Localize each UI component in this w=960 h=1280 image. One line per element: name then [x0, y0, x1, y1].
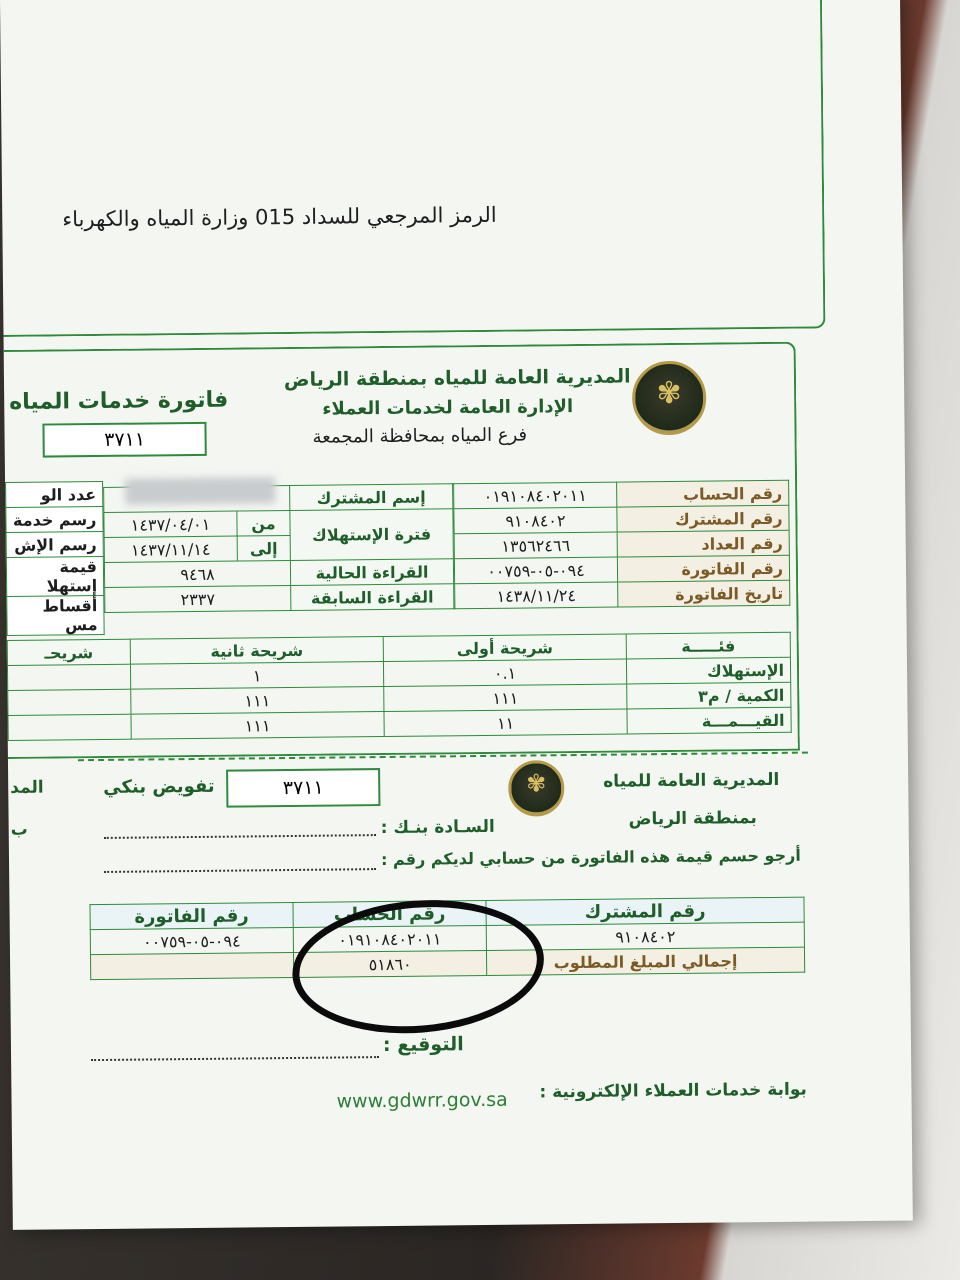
period-to-label: إلى: [237, 535, 290, 561]
bill-code: ٣٧١١: [42, 422, 206, 458]
period-from-label: من: [237, 510, 290, 536]
subscriber-label: رقم المشترك: [617, 505, 789, 532]
empty-cell: [91, 952, 294, 979]
signature-label: التوقيع :: [382, 1033, 464, 1057]
table-row: [454, 505, 789, 534]
table-row: [454, 530, 789, 559]
amount-label: القيـــمـــة: [627, 707, 791, 734]
org-department: الإدارة العامة لخدمات العملاء: [322, 396, 574, 420]
tier-category-header: فئـــــة: [626, 632, 790, 659]
total-amount-label: إجمالي المبلغ المطلوب: [486, 947, 804, 975]
invoice-date-label: تاريخ الفاتورة: [618, 580, 790, 607]
tier-third-header: شريحـ: [7, 639, 130, 665]
fee-label: رسم الإش: [6, 531, 103, 557]
tier-first-consumption: ٠.١: [383, 659, 626, 687]
next-section-fragment: المد: [10, 777, 44, 798]
bank-org-name: المديرية العامة للمياه: [603, 769, 780, 792]
period-from-date: ١٤٣٧/٠٤/٠١: [104, 511, 237, 537]
saudi-emblem-icon: ✾: [632, 361, 707, 436]
table-row: [6, 481, 103, 507]
period-label: فترة الإستهلاك: [290, 509, 454, 561]
bank-org-region: بمنطقة الرياض: [628, 808, 757, 830]
fee-label: قيمة إستهلا: [6, 556, 103, 596]
account-table: [453, 480, 790, 610]
fee-label: رسم خدمة: [6, 506, 103, 532]
subscriber-number: ٩١٠٨٤٠٢: [454, 507, 617, 534]
bank-name-label: السـادة بنـك :: [380, 816, 495, 839]
account-label: رقم الحساب: [617, 480, 789, 507]
tier-second-header: شريحة ثانية: [130, 637, 383, 665]
previous-reading: ٢٣٣٧: [105, 585, 291, 612]
saudi-emblem-icon: ✾: [508, 760, 565, 817]
table-row: [104, 559, 453, 588]
tier-second-consumption: ١: [130, 662, 383, 690]
next-section-fragment: ب: [10, 819, 28, 840]
table-row: [6, 506, 103, 532]
table-row: [6, 531, 103, 557]
table-row: [105, 584, 454, 613]
account-number-header: رقم الحساب: [293, 900, 486, 927]
tier-first-header: شريحة أولى: [383, 634, 626, 662]
fees-table: [5, 481, 105, 636]
tier-first-amount: ١١: [384, 709, 627, 737]
invoice-number: ٠٩٤-٠٥-٠٠٧٥٩: [454, 557, 617, 584]
table-row: [7, 595, 104, 635]
subscriber-number-header: رقم المشترك: [486, 897, 804, 925]
bill-title: فاتورة خدمات المياه: [9, 387, 229, 415]
tier-third-value: [8, 714, 131, 740]
total-amount: ٥١٨٦٠: [293, 950, 486, 977]
redacted-name: [125, 477, 275, 505]
org-branch: فرع المياه بمحافظة المجمعة: [312, 424, 528, 448]
tier-table: [7, 632, 792, 741]
meter-label: رقم العداد: [617, 530, 789, 557]
tier-second-amount: ١١١: [131, 712, 384, 740]
bank-account-number: ٠١٩١٠٨٤٠٢٠١١: [293, 925, 486, 952]
period-to-date: ١٤٣٧/١١/١٤: [104, 536, 237, 562]
current-reading-label: القراءة الحالية: [290, 559, 453, 586]
account-number: ٠١٩١٠٨٤٠٢٠١١: [454, 482, 617, 509]
invoice-date: ١٤٣٨/١١/٢٤: [455, 582, 618, 609]
fee-label: عدد الو: [6, 481, 103, 507]
bank-auth-code: ٣٧١١: [226, 768, 380, 808]
current-reading: ٩٤٦٨: [104, 560, 290, 587]
invoice-number-header: رقم الفاتورة: [90, 902, 293, 929]
tier-third-value: [7, 664, 130, 690]
bank-subscriber-number: ٩١٠٨٤٠٢: [486, 922, 804, 950]
top-section-frame: [0, 0, 825, 337]
tier-first-quantity: ١١١: [384, 684, 627, 712]
bank-auth-title: تفويض بنكي: [103, 775, 215, 798]
debit-request-text: أرجو حسم قيمة هذه الفاتورة من حسابي لديكم رقم :: [380, 845, 801, 870]
org-name: المديرية العامة للمياه بمنطقة الرياض: [283, 365, 631, 392]
table-row: [454, 480, 789, 509]
bank-invoice-number: ٠٩٤-٠٥-٠٠٧٥٩: [90, 927, 293, 954]
portal-url[interactable]: www.gdwrr.gov.sa: [336, 1088, 508, 1113]
invoice-label: رقم الفاتورة: [617, 555, 789, 582]
subscriber-name-label: إسم المشترك: [290, 484, 453, 511]
meter-number: ١٣٥٦٢٤٦٦: [454, 532, 617, 559]
table-row: [6, 556, 103, 596]
previous-reading-label: القراءة السابقة: [291, 584, 454, 611]
table-row: [454, 555, 789, 584]
quantity-label: الكمية / م٣: [627, 682, 791, 709]
payment-reference: الرمز المرجعي للسداد 015 وزارة المياه والكهرباء: [62, 202, 497, 232]
table-row: [104, 509, 453, 538]
tier-second-quantity: ١١١: [131, 687, 384, 715]
table-row: [455, 580, 790, 609]
portal-label: بوابة خدمات العملاء الإلكترونية :: [539, 1079, 807, 1103]
fee-label: أقساط مس: [7, 595, 104, 635]
tier-third-value: [8, 689, 131, 715]
consumption-label: الإستهلاك: [626, 657, 790, 684]
